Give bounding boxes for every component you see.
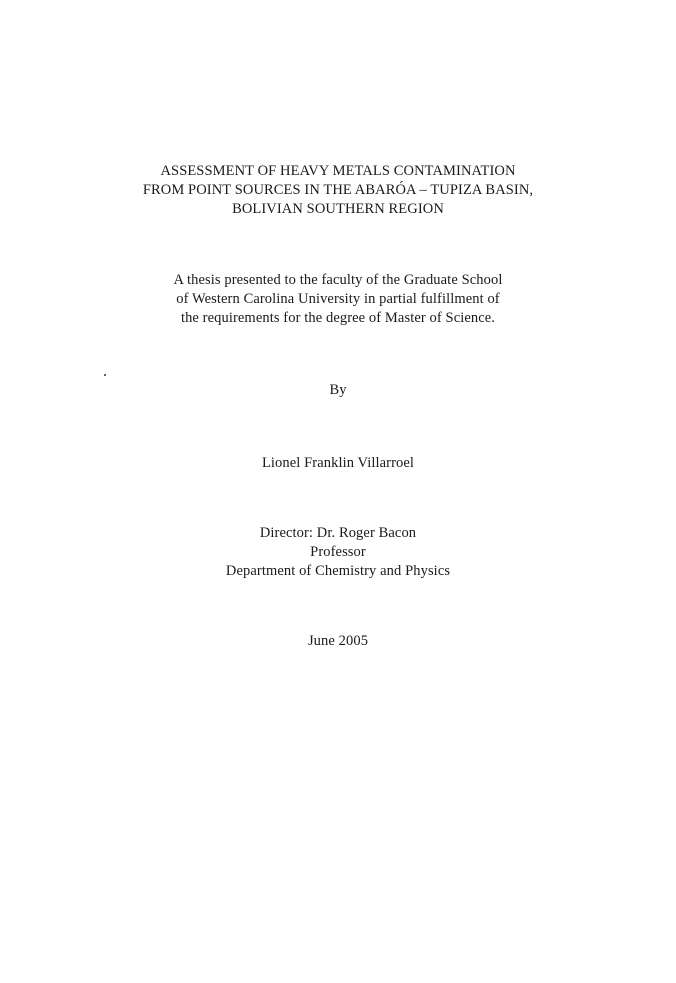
title-line-3: BOLIVIAN SOUTHERN REGION bbox=[232, 201, 444, 217]
director-rank: Professor bbox=[310, 544, 366, 560]
author-name: Lionel Franklin Villarroel bbox=[261, 455, 415, 471]
thesis-statement bbox=[0, 271, 676, 328]
scan-speck bbox=[104, 374, 106, 376]
title-line-1: ASSESSMENT OF HEAVY METALS CONTAMINATION bbox=[160, 163, 516, 179]
director-info bbox=[0, 524, 676, 581]
statement-line-3: the requirements for the degree of Master of Science. bbox=[180, 310, 496, 326]
thesis-title bbox=[0, 162, 676, 219]
statement-line-2: of Western Carolina University in partial fulfillment of bbox=[176, 291, 500, 307]
statement-line-1: A thesis presented to the faculty of the Graduate School bbox=[173, 272, 503, 288]
director-department: Department of Chemistry and Physics bbox=[225, 563, 451, 579]
submission-date: June 2005 bbox=[307, 633, 369, 649]
by-label: By bbox=[329, 382, 347, 398]
title-line-2: FROM POINT SOURCES IN THE ABARÓA – TUPIZA BASIN, bbox=[142, 182, 534, 198]
director-name: Director: Dr. Roger Bacon bbox=[259, 525, 417, 541]
